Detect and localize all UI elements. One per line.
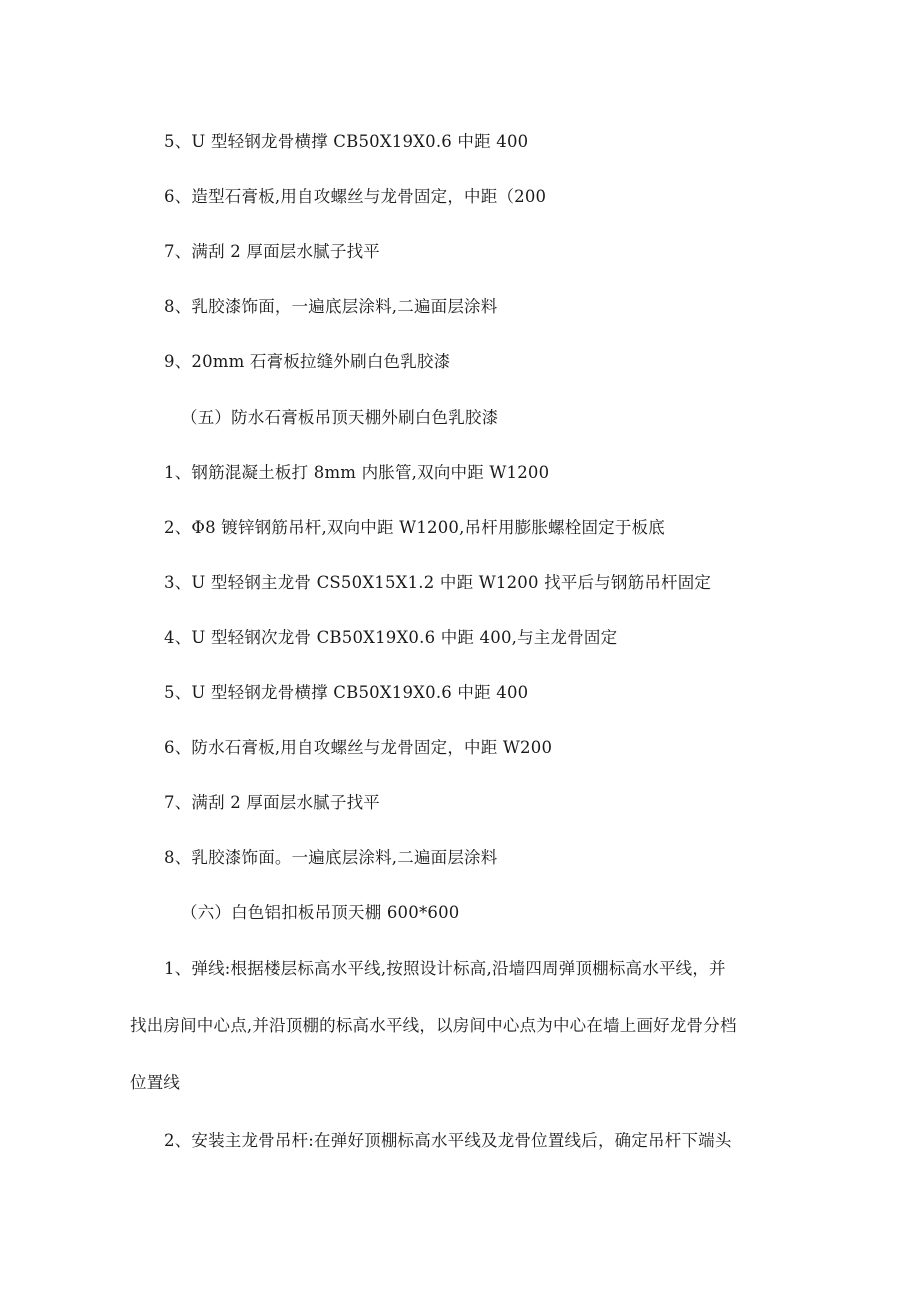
list-item: 3、U 型轻钢主龙骨 CS50X15X1.2 中距 W1200 找平后与钢筋吊杆固定 <box>164 573 712 592</box>
list-item: 7、满刮 2 厚面层水腻子找平 <box>164 242 380 261</box>
list-item: 1、弹线:根据楼层标高水平线,按照设计标高,沿墙四周弹顶棚标高水平线，并 <box>164 959 726 978</box>
list-item: 8、乳胶漆饰面。一遍底层涂料,二遍面层涂料 <box>164 848 498 867</box>
list-item: 8、乳胶漆饰面，一遍底层涂料,二遍面层涂料 <box>164 297 498 316</box>
list-item: 6、造型石膏板,用自攻螺丝与龙骨固定，中距（200 <box>164 187 547 206</box>
paragraph-continuation: 位置线 <box>130 1073 181 1092</box>
list-item: 6、防水石膏板,用自攻螺丝与龙骨固定，中距 W200 <box>164 738 553 757</box>
list-item: 1、钢筋混凝土板打 8mm 内胀管,双向中距 W1200 <box>164 463 550 482</box>
list-item: 2、安装主龙骨吊杆:在弹好顶棚标高水平线及龙骨位置线后，确定吊杆下端头 <box>164 1131 732 1150</box>
list-item: 7、满刮 2 厚面层水腻子找平 <box>164 793 380 812</box>
paragraph-continuation: 找出房间中心点,并沿顶棚的标高水平线，以房间中心点为中心在墙上画好龙骨分档 <box>130 1016 737 1035</box>
section-heading: （五）防水石膏板吊顶天棚外刷白色乳胶漆 <box>181 408 499 427</box>
list-item: 2、Φ8 镀锌钢筋吊杆,双向中距 W1200,吊杆用膨胀螺栓固定于板底 <box>164 518 665 537</box>
section-heading: （六）白色铝扣板吊顶天棚 600*600 <box>181 903 460 922</box>
list-item: 9、20mm 石膏板拉缝外刷白色乳胶漆 <box>164 352 451 371</box>
list-item: 5、U 型轻钢龙骨横撑 CB50X19X0.6 中距 400 <box>164 683 529 702</box>
list-item: 5、U 型轻钢龙骨横撑 CB50X19X0.6 中距 400 <box>164 132 529 151</box>
list-item: 4、U 型轻钢次龙骨 CB50X19X0.6 中距 400,与主龙骨固定 <box>164 628 618 647</box>
